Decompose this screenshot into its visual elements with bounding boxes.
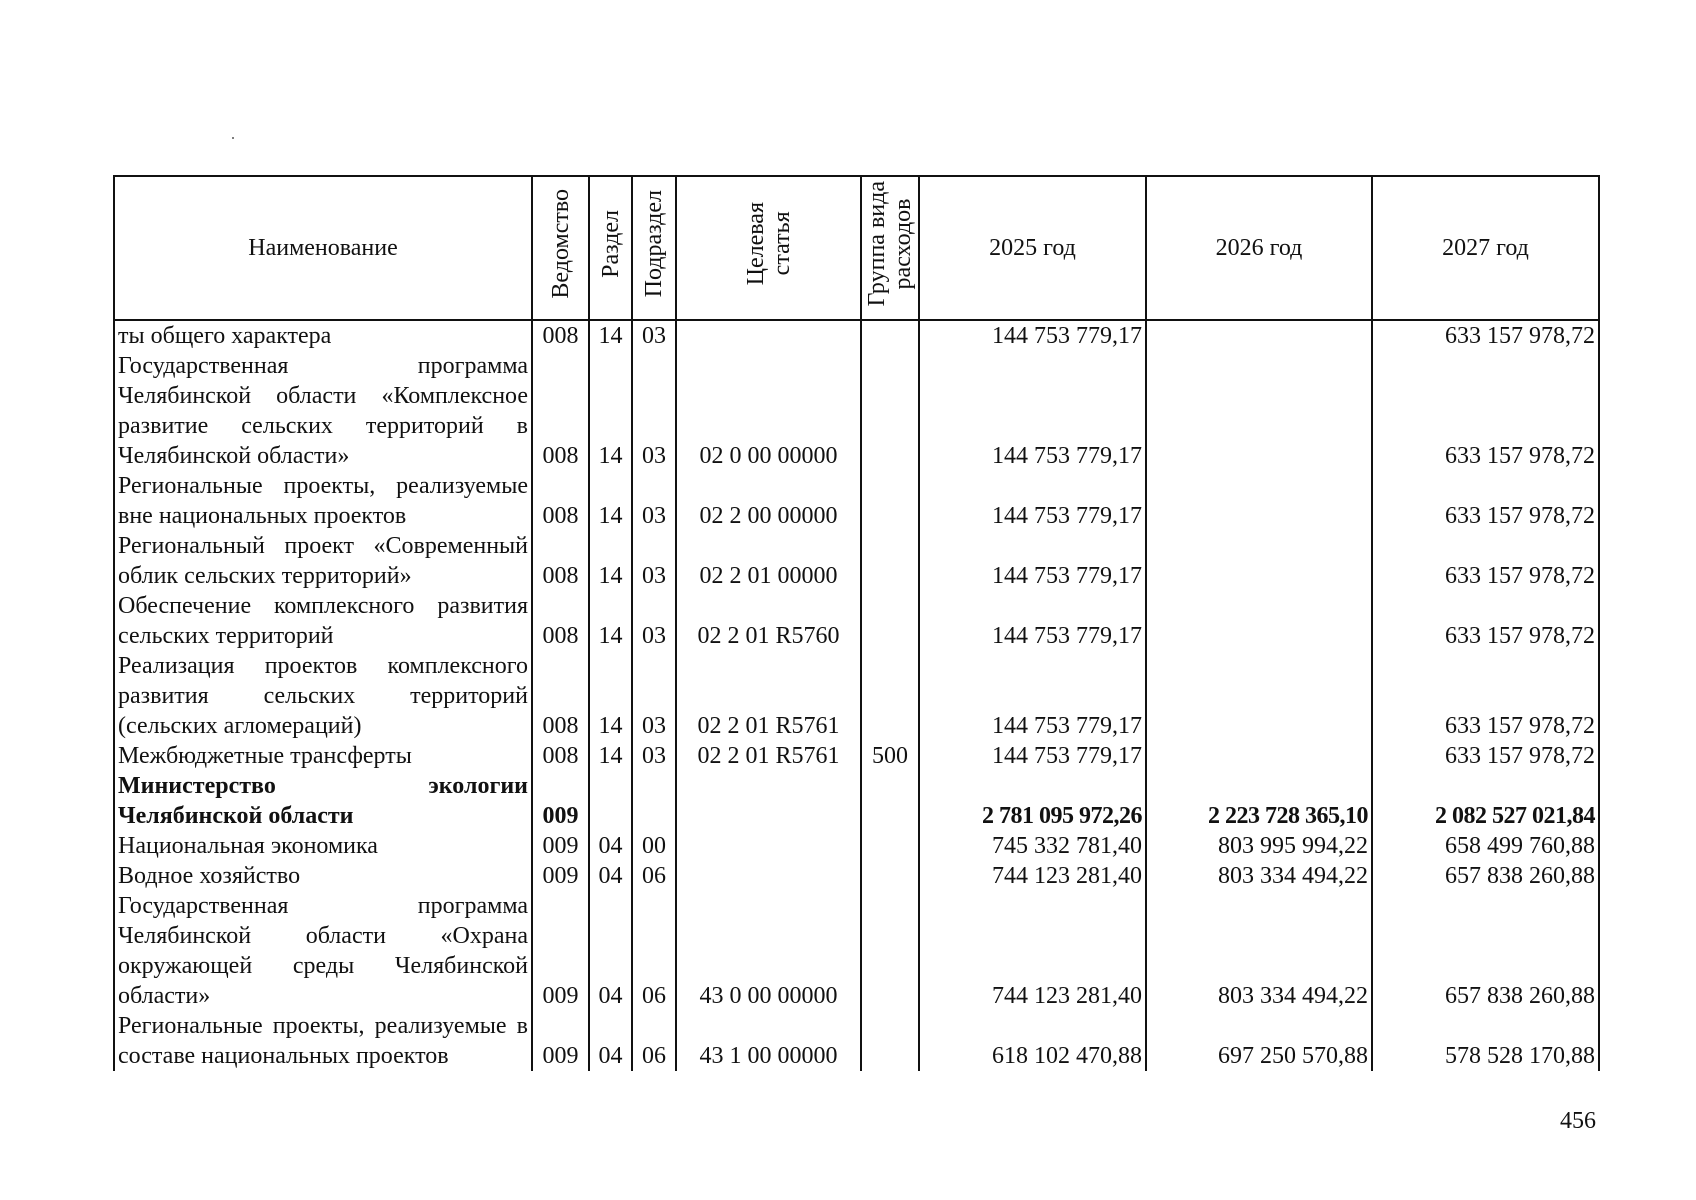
row-gruppa [861, 651, 919, 741]
row-2025: 744 123 281,40 [919, 891, 1146, 1011]
header-name: Наименование [114, 176, 532, 320]
row-gruppa [861, 861, 919, 891]
row-2025: 144 753 779,17 [919, 591, 1146, 651]
row-podrazdel [632, 771, 676, 831]
row-name: Государственная программа Челябинской области «Охрана окружающей среды Челябинской области» [114, 891, 532, 1011]
row-2027: 633 157 978,72 [1372, 741, 1599, 771]
table-row [114, 320, 1599, 351]
table-body [114, 320, 1599, 1071]
row-gruppa [861, 351, 919, 471]
header-gruppa-cell [861, 176, 919, 320]
row-razdel: 04 [589, 831, 632, 861]
header-razdel-cell [589, 176, 632, 320]
row-2025: 144 753 779,17 [919, 651, 1146, 741]
row-vedomstvo: 008 [532, 320, 589, 351]
row-gruppa [861, 831, 919, 861]
header-gruppa: Группа вида расходов [864, 181, 916, 307]
row-podrazdel: 06 [632, 1011, 676, 1071]
header-2025: 2025 год [919, 176, 1146, 320]
row-name: Национальная экономика [114, 831, 532, 861]
row-2026: 803 334 494,22 [1146, 891, 1372, 1011]
row-vedomstvo: 009 [532, 861, 589, 891]
row-razdel: 04 [589, 1011, 632, 1071]
header-celevaya: Целевая статья [742, 202, 795, 286]
row-2027: 657 838 260,88 [1372, 891, 1599, 1011]
table-row [114, 651, 1599, 741]
table-row [114, 741, 1599, 771]
row-2026 [1146, 591, 1372, 651]
row-podrazdel: 03 [632, 320, 676, 351]
row-2027: 657 838 260,88 [1372, 861, 1599, 891]
header-vedomstvo-cell [532, 176, 589, 320]
row-razdel: 14 [589, 351, 632, 471]
row-vedomstvo: 008 [532, 471, 589, 531]
row-name: Государственная программа Челябинской области «Комплексное развитие сельских территорий в Челябинской области» [114, 351, 532, 471]
table-row [114, 831, 1599, 861]
table-row [114, 861, 1599, 891]
page-number: 456 [1560, 1108, 1596, 1134]
budget-table [113, 175, 1600, 1071]
table-row [114, 1011, 1599, 1071]
row-2026: 697 250 570,88 [1146, 1011, 1372, 1071]
row-2025: 144 753 779,17 [919, 320, 1146, 351]
row-podrazdel: 06 [632, 891, 676, 1011]
row-2025: 144 753 779,17 [919, 741, 1146, 771]
row-celevaya: 43 1 00 00000 [676, 1011, 861, 1071]
row-celevaya [676, 771, 861, 831]
row-2027: 633 157 978,72 [1372, 531, 1599, 591]
row-name: Министерство экологии Челябинской области [114, 771, 532, 831]
row-2026 [1146, 320, 1372, 351]
header-2027: 2027 год [1372, 176, 1599, 320]
row-2027: 633 157 978,72 [1372, 351, 1599, 471]
row-podrazdel: 03 [632, 531, 676, 591]
row-celevaya: 43 0 00 00000 [676, 891, 861, 1011]
row-2025: 144 753 779,17 [919, 471, 1146, 531]
row-2025: 618 102 470,88 [919, 1011, 1146, 1071]
row-2026: 2 223 728 365,10 [1146, 771, 1372, 831]
row-razdel: 14 [589, 651, 632, 741]
row-celevaya: 02 2 01 00000 [676, 531, 861, 591]
row-vedomstvo: 009 [532, 891, 589, 1011]
row-podrazdel: 03 [632, 651, 676, 741]
row-podrazdel: 03 [632, 591, 676, 651]
row-2025: 2 781 095 972,26 [919, 771, 1146, 831]
row-2026: 803 334 494,22 [1146, 861, 1372, 891]
row-podrazdel: 03 [632, 351, 676, 471]
scan-speck [232, 137, 234, 139]
row-vedomstvo: 008 [532, 651, 589, 741]
row-razdel: 14 [589, 741, 632, 771]
row-2025: 745 332 781,40 [919, 831, 1146, 861]
row-2026 [1146, 741, 1372, 771]
row-gruppa [861, 891, 919, 1011]
row-name: Реализация проектов комплексного развития сельских территорий (сельских агломераций) [114, 651, 532, 741]
row-razdel: 04 [589, 891, 632, 1011]
row-2026 [1146, 651, 1372, 741]
row-2027: 633 157 978,72 [1372, 651, 1599, 741]
row-name: ты общего характера [114, 320, 532, 351]
row-gruppa [861, 771, 919, 831]
table-row [114, 471, 1599, 531]
table-row [114, 351, 1599, 471]
row-vedomstvo: 008 [532, 531, 589, 591]
row-gruppa [861, 320, 919, 351]
table-row [114, 771, 1599, 831]
row-2026 [1146, 351, 1372, 471]
row-2026 [1146, 531, 1372, 591]
row-2027: 658 499 760,88 [1372, 831, 1599, 861]
header-vedomstvo: Ведомство [547, 189, 574, 299]
row-razdel [589, 771, 632, 831]
row-2027: 633 157 978,72 [1372, 591, 1599, 651]
row-gruppa [861, 531, 919, 591]
row-podrazdel: 06 [632, 861, 676, 891]
row-celevaya: 02 0 00 00000 [676, 351, 861, 471]
row-2026: 803 995 994,22 [1146, 831, 1372, 861]
row-razdel: 14 [589, 471, 632, 531]
row-vedomstvo: 009 [532, 831, 589, 861]
row-celevaya [676, 320, 861, 351]
header-2026: 2026 год [1146, 176, 1372, 320]
row-celevaya: 02 2 01 R5761 [676, 741, 861, 771]
row-name: Региональные проекты, реализуемые в составе национальных проектов [114, 1011, 532, 1071]
row-podrazdel: 03 [632, 471, 676, 531]
table-row [114, 891, 1599, 1011]
row-podrazdel: 00 [632, 831, 676, 861]
row-gruppa [861, 471, 919, 531]
row-2027: 2 082 527 021,84 [1372, 771, 1599, 831]
row-2026 [1146, 471, 1372, 531]
row-name: Региональный проект «Современный облик сельских территорий» [114, 531, 532, 591]
row-podrazdel: 03 [632, 741, 676, 771]
header-celevaya-cell [676, 176, 861, 320]
header-podrazdel-cell [632, 176, 676, 320]
row-razdel: 14 [589, 591, 632, 651]
row-gruppa: 500 [861, 741, 919, 771]
row-name: Региональные проекты, реализуемые вне национальных проектов [114, 471, 532, 531]
row-vedomstvo: 008 [532, 591, 589, 651]
row-razdel: 04 [589, 861, 632, 891]
row-celevaya: 02 2 00 00000 [676, 471, 861, 531]
header-razdel: Раздел [597, 210, 624, 278]
row-name: Обеспечение комплексного развития сельских территорий [114, 591, 532, 651]
row-2025: 144 753 779,17 [919, 351, 1146, 471]
row-gruppa [861, 1011, 919, 1071]
row-vedomstvo: 008 [532, 351, 589, 471]
row-celevaya: 02 2 01 R5760 [676, 591, 861, 651]
row-2025: 144 753 779,17 [919, 531, 1146, 591]
row-2027: 633 157 978,72 [1372, 471, 1599, 531]
table-row [114, 591, 1599, 651]
row-name: Водное хозяйство [114, 861, 532, 891]
row-razdel: 14 [589, 320, 632, 351]
row-2027: 633 157 978,72 [1372, 320, 1599, 351]
row-name: Межбюджетные трансферты [114, 741, 532, 771]
row-celevaya [676, 861, 861, 891]
row-2027: 578 528 170,88 [1372, 1011, 1599, 1071]
row-razdel: 14 [589, 531, 632, 591]
row-2025: 744 123 281,40 [919, 861, 1146, 891]
table-row [114, 531, 1599, 591]
header-podrazdel: Подраздел [641, 190, 667, 298]
row-gruppa [861, 591, 919, 651]
row-celevaya: 02 2 01 R5761 [676, 651, 861, 741]
row-vedomstvo: 008 [532, 741, 589, 771]
row-celevaya [676, 831, 861, 861]
table-header [114, 176, 1599, 320]
row-vedomstvo: 009 [532, 771, 589, 831]
row-vedomstvo: 009 [532, 1011, 589, 1071]
